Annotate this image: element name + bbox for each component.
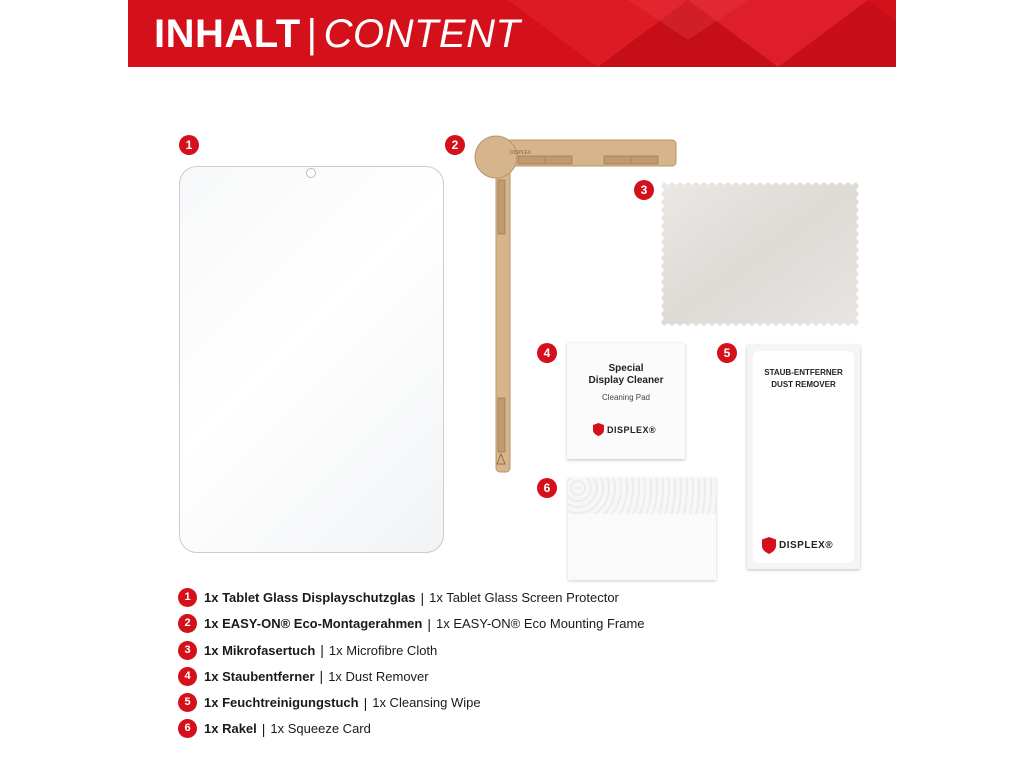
legend-badge: 2 xyxy=(178,614,197,633)
title-english: CONTENT xyxy=(323,12,521,56)
legend-english: 1x Microfibre Cloth xyxy=(328,642,438,658)
legend-english: 1x Cleansing Wipe xyxy=(372,695,481,711)
tablet-screen-protector xyxy=(179,166,444,553)
pad-title-line2: Display Cleaner xyxy=(588,375,664,386)
header-banner xyxy=(128,0,896,67)
wipe-label xyxy=(753,351,854,563)
legend-separator: | xyxy=(363,694,368,711)
wipe-title-line1: STAUB-ENTFERNER xyxy=(764,368,843,377)
item-badge-4: 4 xyxy=(537,343,557,363)
banner-title xyxy=(154,10,520,58)
legend-separator: | xyxy=(261,720,266,737)
legend-separator: | xyxy=(319,668,324,685)
legend-english: 1x Dust Remover xyxy=(328,668,429,684)
legend-row xyxy=(178,641,645,667)
wipe-logo-text: DISPLEX® xyxy=(779,540,834,551)
pad-subtitle: Cleaning Pad xyxy=(601,393,651,402)
legend-german: 1x EASY-ON® Eco-Montagerahmen xyxy=(204,616,423,632)
dust-remover-pad xyxy=(567,343,685,459)
legend-separator: | xyxy=(427,615,431,632)
pad-title-line1: Special xyxy=(608,363,644,374)
legend-german: 1x Tablet Glass Displayschutzglas xyxy=(204,590,416,605)
legend-german: 1x Feuchtreinigungstuch xyxy=(204,695,359,711)
wipe-title xyxy=(753,367,854,391)
legend-badge: 5 xyxy=(178,693,197,712)
squeeze-card-felt xyxy=(568,478,716,514)
title-german: INHALT xyxy=(154,12,301,56)
pad-logo-text: DISPLEX® xyxy=(607,424,657,435)
legend-separator: | xyxy=(420,589,425,606)
legend-english: 1x Squeeze Card xyxy=(270,721,371,737)
legend-row xyxy=(178,719,645,745)
legend-english: 1x Tablet Glass Screen Protector xyxy=(429,590,619,605)
squeeze-card xyxy=(568,478,716,580)
item-badge-1: 1 xyxy=(179,135,199,155)
item-badge-2: 2 xyxy=(445,135,465,155)
item-badge-5: 5 xyxy=(717,343,737,363)
legend-german: 1x Mikrofasertuch xyxy=(204,642,316,658)
legend-row xyxy=(178,693,645,719)
legend-badge: 1 xyxy=(178,588,197,607)
displex-shield-icon xyxy=(593,423,604,436)
legend-badge: 6 xyxy=(178,719,197,738)
title-separator: | xyxy=(306,12,318,56)
pad-logo xyxy=(593,423,656,436)
wipe-title-line2: DUST REMOVER xyxy=(771,380,836,389)
legend-row xyxy=(178,588,645,614)
legend-row xyxy=(178,667,645,693)
legend-separator: | xyxy=(320,642,324,659)
camera-cutout xyxy=(306,168,316,178)
pad-title xyxy=(567,363,685,387)
wipe-logo xyxy=(762,537,833,554)
legend-german: 1x Staubentferner xyxy=(204,668,315,684)
legend-english: 1x EASY-ON® Eco Mounting Frame xyxy=(436,616,645,632)
legend-badge: 3 xyxy=(178,641,197,660)
legend-badge: 4 xyxy=(178,667,197,686)
legend-german: 1x Rakel xyxy=(204,721,257,737)
cleansing-wipe xyxy=(747,345,860,569)
item-badge-6: 6 xyxy=(537,478,557,498)
legend-row xyxy=(178,614,645,640)
item-badge-3: 3 xyxy=(634,180,654,200)
microfibre-cloth xyxy=(660,180,862,330)
frame-logo-text: DISPLEX xyxy=(510,150,532,156)
displex-shield-icon xyxy=(762,537,776,554)
contents-legend xyxy=(178,588,645,746)
